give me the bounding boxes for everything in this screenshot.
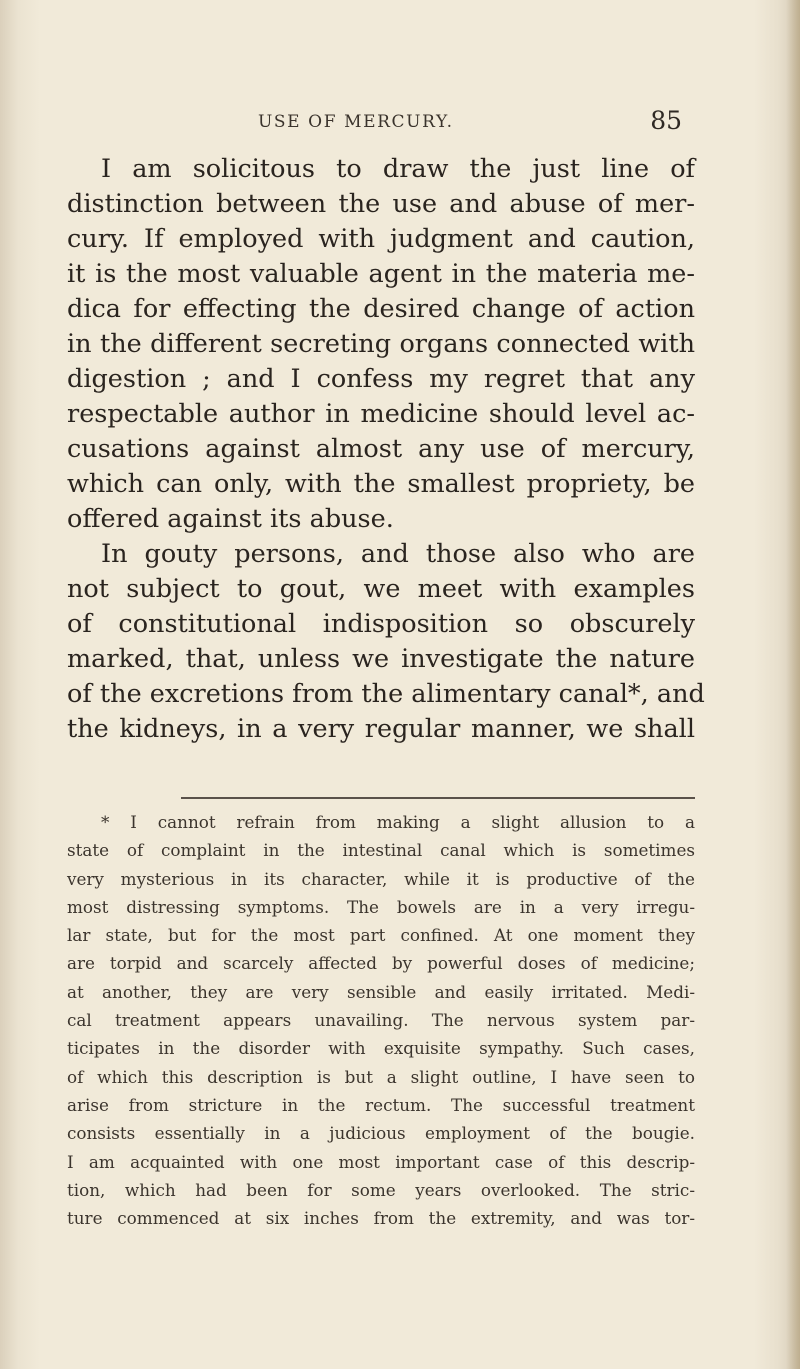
footnote-line: at another, they are very sensible and easily irritated. Medi- <box>67 981 695 1002</box>
footnote-line: consists essentially in a judicious employment of the bougie. <box>67 1123 695 1144</box>
page-edge-shadow <box>786 0 800 1369</box>
footnote-line: state of complaint in the intestinal canal which is sometimes <box>67 840 695 861</box>
main-text <box>67 152 705 747</box>
page-number: 85 <box>650 106 682 135</box>
text-line: in the different secreting organs connected with <box>67 329 695 359</box>
text-line: cury. If employed with judgment and caution, <box>67 224 695 254</box>
text-line: digestion ; and I confess my regret that any <box>67 364 695 394</box>
footnote-line: arise from stricture in the rectum. The successful treatment <box>67 1094 695 1115</box>
text-line: I am solicitous to draw the just line of <box>101 154 695 184</box>
text-line: dica for effecting the desired change of action <box>67 294 695 324</box>
footnote-line: cal treatment appears unavailing. The nervous system par- <box>67 1010 695 1031</box>
text-line: offered against its abuse. <box>67 504 394 534</box>
text-line: of the excretions from the alimentary canal*, and <box>67 679 705 709</box>
text-line: of constitutional indisposition so obscurely <box>67 609 695 639</box>
footnote-line: are torpid and scarcely affected by powerful doses of medicine; <box>67 953 695 974</box>
text-line: the kidneys, in a very regular manner, we shall <box>67 714 695 744</box>
footnote-line: I am acquainted with one most important case of this descrip- <box>67 1151 695 1172</box>
text-line: respectable author in medicine should level ac- <box>67 399 695 429</box>
footnote-line: ticipates in the disorder with exquisite sympathy. Such cases, <box>67 1038 695 1059</box>
page-header <box>258 106 688 142</box>
footnote-line: very mysterious in its character, while it is productive of the <box>67 868 695 889</box>
footnote-rule <box>181 797 695 799</box>
text-line: cusations against almost any use of mercury, <box>67 434 695 464</box>
footnote-line: ture commenced at six inches from the extremity, and was tor- <box>67 1208 695 1229</box>
text-line: it is the most valuable agent in the materia me- <box>67 259 695 289</box>
running-head: USE OF MERCURY. <box>258 112 454 132</box>
text-line: marked, that, unless we investigate the nature <box>67 644 695 674</box>
footnote-line: most distressing symptoms. The bowels are in a very irregu- <box>67 896 695 917</box>
text-line: not subject to gout, we meet with examples <box>67 574 695 604</box>
footnote <box>67 808 695 1232</box>
footnote-line: tion, which had been for some years overlooked. The stric- <box>67 1179 695 1200</box>
text-line: In gouty persons, and those also who are <box>101 539 695 569</box>
footnote-line: of which this description is but a slight outline, I have seen to <box>67 1066 695 1087</box>
footnote-line: * I cannot refrain from making a slight allusion to a <box>101 812 695 832</box>
text-line: which can only, with the smallest propriety, be <box>67 469 695 499</box>
footnote-line: lar state, but for the most part confined. At one moment they <box>67 925 695 946</box>
text-line: distinction between the use and abuse of mer- <box>67 189 695 219</box>
